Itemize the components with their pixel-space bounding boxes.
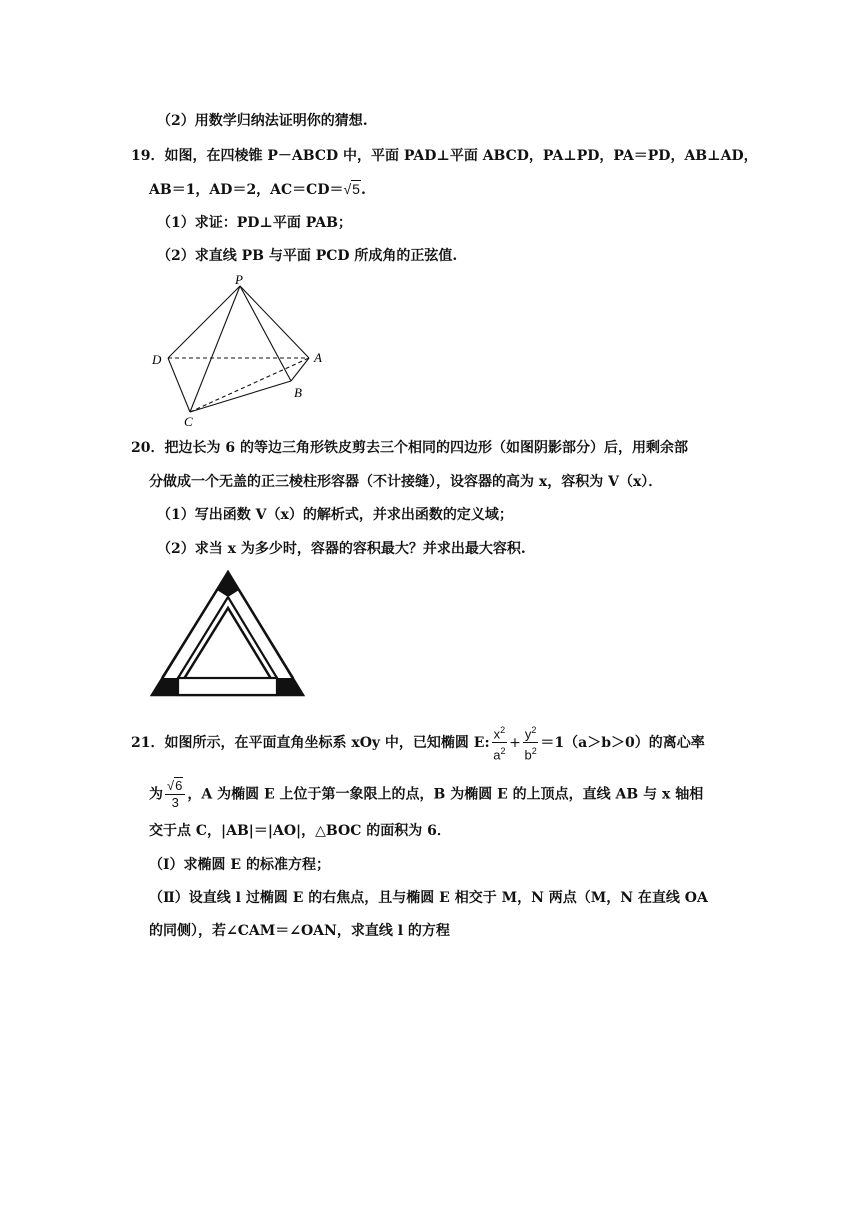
q18-part2: （2）用数学归纳法证明你的猜想. <box>157 113 368 129</box>
q21-part2-line1: （Ⅱ）设直线 l 过椭圆 E 的右焦点，且与椭圆 E 相交于 M，N 两点（M，N 在直线 OA <box>149 890 708 906</box>
q19-stem-line1: 19．如图，在四棱锥 P－ABCD 中，平面 PAD⊥平面 ABCD，PA⊥PD，PA＝PD，AB⊥AD， <box>131 148 758 164</box>
label-p: P <box>235 274 243 287</box>
q21-stem-line2: 为 $\frac{√6}{3}$ ，A 为椭圆 E 上位于第一象限上的点，B 为椭圆 E 的上顶点，直线 AB 与 x 轴相 <box>149 778 704 810</box>
q20-stem-line1: 20．把边长为 6 的等边三角形铁皮剪去三个相同的四边形（如图阴影部分）后，用剩余部 <box>131 440 688 456</box>
q19-part2: （2）求直线 PB 与平面 PCD 所成角的正弦值. <box>157 248 458 264</box>
q21-part1: （Ⅰ）求椭圆 E 的标准方程； <box>149 857 330 873</box>
q21-stem-line1: 21．如图所示，在平面直角坐标系 xOy 中，已知椭圆 E: $\frac{x^2}{a^2}$ + $\frac{y^2}{b^2}$ ＝1（a＞b＞0）的离心率 <box>131 722 705 764</box>
sqrt-5: √5 <box>343 181 360 197</box>
q19-stem-line2: AB＝1，AD＝2，AC＝CD＝√5. <box>149 181 366 198</box>
label-a: A <box>314 350 322 365</box>
q20-part1: （1）写出函数 V（x）的解析式，并求出函数的定义域； <box>157 507 513 523</box>
q21-part2-line2: 的同侧），若∠CAM＝∠OAN，求直线 l 的方程 <box>149 923 450 939</box>
fraction-x2-a2: $\frac{x^2}{a^2}$ <box>492 722 508 764</box>
label-c: C <box>184 414 193 429</box>
q21-stem-line3: 交于点 C，|AB|＝|AO|，△BOC 的面积为 6． <box>149 823 451 839</box>
q20-part2: （2）求当 x 为多少时，容器的容积最大？并求出最大容积. <box>157 541 526 557</box>
q20-stem-line2: 分做成一个无盖的正三棱柱形容器（不计接缝），设容器的高为 x，容积为 V（x）． <box>149 474 663 490</box>
fraction-y2-b2: $\frac{y^2}{b^2}$ <box>523 722 539 764</box>
q19-conditions: AB＝1，AD＝2，AC＝CD＝ <box>149 182 344 198</box>
eccentricity-fraction: $\frac{√6}{3}$ <box>165 778 185 811</box>
label-b: B <box>294 385 302 400</box>
q19-part1: （1）求证：PD⊥平面 PAB； <box>157 215 352 231</box>
label-d: D <box>152 352 162 367</box>
pyramid-figure <box>148 274 348 434</box>
triangle-figure <box>148 566 308 701</box>
